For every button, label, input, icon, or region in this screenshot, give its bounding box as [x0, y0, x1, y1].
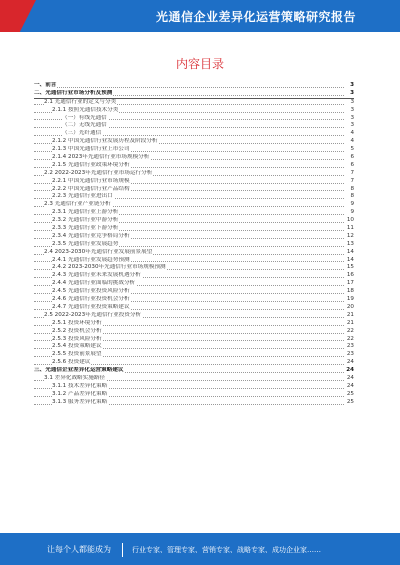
toc-entry[interactable]: [34, 186, 354, 194]
toc-entry-text: 3.1.1 技术差异化策略: [52, 382, 108, 389]
toc-entry-text: 2.4.5 光通信行业投资风险分析: [52, 288, 130, 295]
toc-entry-page: 3: [350, 106, 354, 113]
toc-entry[interactable]: [34, 138, 354, 146]
toc-entry[interactable]: [34, 383, 354, 391]
toc-entry[interactable]: [34, 343, 354, 351]
toc-entry-text: 三、光通信企业差异化运营策略建议: [34, 367, 124, 374]
toc-entry[interactable]: [34, 391, 354, 399]
toc-entry-page: 19: [346, 296, 354, 303]
toc-entry-text: 2.1.4 2023年光通信行业市场规模分析: [52, 154, 150, 161]
toc-entry-text: 2.4.4 光通信行业面临的挑战分析: [52, 280, 136, 287]
toc-entry-page: 25: [346, 398, 354, 405]
toc-entry-text: 2.1.5 光通信行业政策环境分析: [52, 161, 130, 168]
toc-entry-text: 2.1.1 按照光通信技术分类: [52, 106, 119, 113]
toc-entry[interactable]: [34, 336, 354, 344]
toc-entry-page: 10: [346, 217, 354, 224]
toc-entry-page: 7: [350, 177, 354, 184]
toc-entry-text: 2.2.2 中国光通信行业产品结构: [52, 185, 130, 192]
toc-entry-page: 3: [350, 89, 354, 96]
toc-entry-page: 3: [350, 114, 354, 121]
toc-entry-page: 6: [350, 161, 354, 168]
toc-entry-text: 2.4.2 2023-2030年光通信行业市场规模预测: [52, 264, 166, 271]
toc-entry-page: 8: [350, 193, 354, 200]
toc-entry-page: 11: [346, 225, 354, 232]
toc-entry-page: 9: [350, 209, 354, 216]
toc-entry[interactable]: [34, 399, 354, 407]
toc-entry-page: 21: [346, 319, 354, 326]
toc-entry-page: 25: [346, 390, 354, 397]
toc-entry[interactable]: [34, 264, 354, 272]
toc-entry-page: 8: [350, 185, 354, 192]
toc-entry[interactable]: [34, 99, 354, 107]
toc-entry-text: （三）光纤通信: [62, 130, 102, 137]
toc-entry[interactable]: [34, 122, 354, 130]
toc-leader-dots: [34, 87, 344, 88]
toc-entry-page: 14: [346, 256, 354, 263]
toc-entry[interactable]: [34, 249, 354, 257]
toc-entry[interactable]: [34, 217, 354, 225]
toc-entry[interactable]: [34, 90, 354, 99]
toc-entry[interactable]: [34, 257, 354, 265]
toc-entry-page: 22: [346, 327, 354, 334]
toc-entry[interactable]: [34, 115, 354, 123]
toc-entry-page: 9: [350, 201, 354, 208]
footer-tagline: 行业专家、管理专家、营销专家、战略专家、成功企业家……: [132, 546, 321, 554]
toc-entry-page: 24: [346, 374, 354, 381]
toc-entry-page: 3: [350, 82, 354, 88]
toc-entry-text: 2.5.3 投资风险分析: [52, 335, 102, 342]
toc-entry-text: 2.5 2022-2023年光通信行业投资分析: [44, 311, 142, 318]
toc-entry-text: 2.4.6 光通信行业投资机会分析: [52, 296, 130, 303]
footer-divider: [122, 543, 123, 557]
toc-entry-text: 2.3 光通信行业产业链分析: [44, 201, 111, 208]
toc-entry-text: 2.4 2023-2030年光通信行业发展前景展望: [44, 248, 153, 255]
table-of-contents: [34, 82, 354, 407]
toc-entry-text: 二、光通信行业市场分析及预测: [34, 89, 113, 96]
toc-entry-page: 13: [346, 240, 354, 247]
toc-entry[interactable]: [34, 312, 354, 320]
toc-entry[interactable]: [34, 375, 354, 383]
toc-entry-page: 7: [350, 169, 354, 176]
toc-entry-text: 2.1 光通信行业的定义与分类: [44, 98, 117, 105]
toc-entry-page: 3: [350, 98, 354, 105]
toc-entry[interactable]: [34, 280, 354, 288]
toc-entry-page: 14: [346, 248, 354, 255]
toc-entry-page: 22: [346, 335, 354, 342]
toc-entry-page: 23: [346, 351, 354, 358]
toc-entry-page: 12: [346, 232, 354, 239]
toc-entry-text: 2.3.2 光通信行业中游分析: [52, 217, 119, 224]
toc-entry-page: 3: [350, 122, 354, 129]
toc-entry-page: 15: [346, 264, 354, 271]
header-red-stripe: [0, 0, 36, 32]
toc-entry[interactable]: [34, 241, 354, 249]
toc-entry[interactable]: [34, 288, 354, 296]
toc-entry-text: 2.5.6 投资建议: [52, 359, 91, 366]
toc-entry-page: 20: [346, 303, 354, 310]
toc-entry-page: 24: [346, 359, 354, 366]
toc-entry[interactable]: [34, 272, 354, 280]
toc-entry[interactable]: [34, 82, 354, 90]
toc-entry-text: 2.1.3 中国光通信行业上市公司: [52, 146, 130, 153]
toc-entry-text: 2.3.3 光通信行业下游分析: [52, 225, 119, 232]
toc-entry-text: 3.1.3 服务差异化策略: [52, 398, 108, 405]
footer-slogan: 让每个人都能成为: [47, 545, 111, 554]
toc-entry-text: 2.4.3 光通信行业未来发展机遇分析: [52, 272, 141, 279]
toc-entry[interactable]: [34, 225, 354, 233]
toc-entry-text: 2.5.2 投资机会分析: [52, 327, 102, 334]
toc-entry[interactable]: [34, 178, 354, 186]
toc-entry-text: 一、前言: [34, 82, 57, 88]
toc-entry-text: 2.3.4 光通信行业竞争格局分析: [52, 232, 130, 239]
report-title: 光通信企业差异化运营策略研究报告: [155, 10, 356, 24]
toc-entry[interactable]: [34, 193, 354, 201]
toc-entry[interactable]: [34, 359, 354, 367]
toc-entry-text: 2.4.1 光通信行业发展趋势预测: [52, 256, 130, 263]
toc-entry-text: 2.3.5 光通信行业发展趋势: [52, 240, 119, 247]
toc-entry-text: 2.5.1 投资环境分析: [52, 319, 102, 326]
toc-entry[interactable]: [34, 170, 354, 178]
toc-entry[interactable]: [34, 201, 354, 209]
toc-entry[interactable]: [34, 146, 354, 154]
toc-entry[interactable]: [34, 130, 354, 138]
toc-entry-text: 2.3.1 光通信行业上游分析: [52, 209, 119, 216]
toc-entry-page: 18: [346, 288, 354, 295]
toc-entry[interactable]: [34, 162, 354, 170]
toc-entry-text: （二）无线光通信: [62, 122, 107, 129]
toc-entry-text: 2.2.1 中国光通信行业市场规模: [52, 177, 130, 184]
toc-entry-page: 4: [350, 130, 354, 137]
toc-entry[interactable]: [34, 107, 354, 115]
toc-entry[interactable]: [34, 367, 354, 375]
toc-entry[interactable]: [34, 209, 354, 217]
toc-entry[interactable]: [34, 233, 354, 241]
toc-entry-text: 3.1.2 产品差异化策略: [52, 390, 108, 397]
toc-entry[interactable]: [34, 328, 354, 336]
footer-bar: [0, 533, 400, 565]
toc-entry[interactable]: [34, 296, 354, 304]
toc-entry-text: 2.2.3 光通信行业进出口: [52, 193, 113, 200]
toc-entry-page: 4: [350, 138, 354, 145]
toc-entry-page: 21: [346, 311, 354, 318]
toc-entry-text: 2.2 2022-2023年光通信行业市场运行分析: [44, 169, 153, 176]
toc-entry-page: 5: [350, 146, 354, 153]
toc-entry-page: 24: [346, 367, 354, 374]
toc-entry-page: 24: [346, 382, 354, 389]
toc-entry-page: 16: [346, 272, 354, 279]
toc-entry[interactable]: [34, 154, 354, 162]
toc-entry-text: 2.1.2 中国光通信行业发展历程及阶段分析: [52, 138, 158, 145]
toc-entry-text: 2.5.4 投资策略建议: [52, 343, 102, 350]
toc-entry-page: 6: [350, 154, 354, 161]
toc-entry-text: （一）有线光通信: [62, 114, 107, 121]
toc-title: 内容目录: [175, 57, 224, 71]
toc-entry-text: 3.1 差异化战略实施路径: [44, 374, 106, 381]
header-bar: [0, 0, 400, 32]
toc-entry-page: 23: [346, 343, 354, 350]
toc-entry[interactable]: [34, 351, 354, 359]
toc-entry-text: 2.5.5 投资前景展望: [52, 351, 102, 358]
toc-entry-text: 2.4.7 光通信行业投资策略建议: [52, 303, 130, 310]
toc-entry-page: 17: [346, 280, 354, 287]
toc-entry[interactable]: [34, 320, 354, 328]
toc-entry[interactable]: [34, 304, 354, 312]
